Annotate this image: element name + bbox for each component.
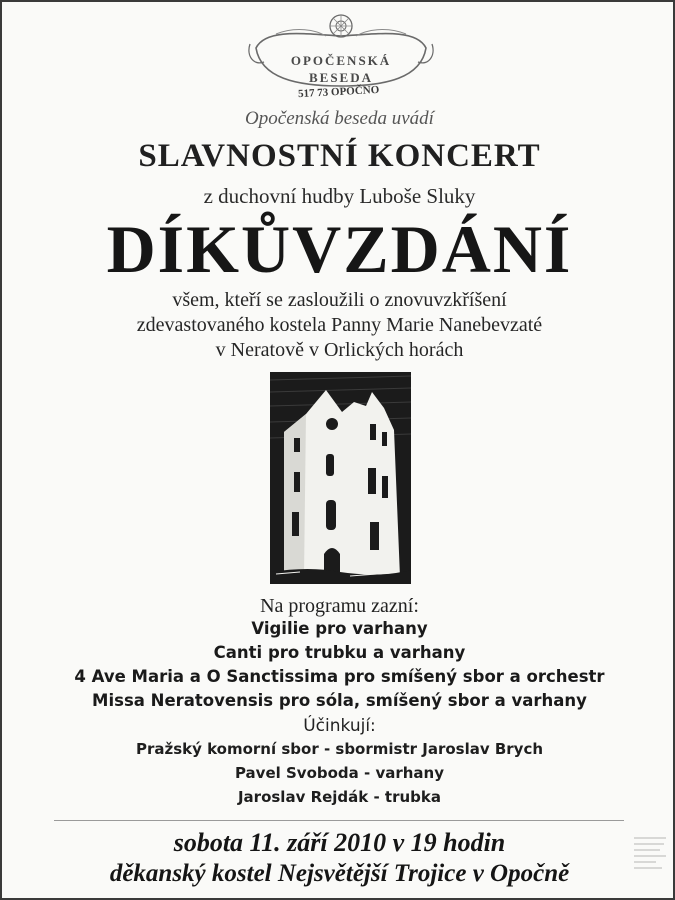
program-item: Vigilie pro varhany <box>251 619 428 638</box>
event-date: sobota 11. září 2010 v 19 hodin <box>173 828 506 857</box>
event-type-heading: SLAVNOSTNÍ KONCERT <box>138 138 541 174</box>
dedication-line: všem, kteří se zasloužili o znovuvzkříšení <box>172 289 507 311</box>
dedication-block <box>2 288 675 363</box>
dedication-line: zdevastovaného kostela Panny Marie Nanebevzaté <box>136 314 543 336</box>
program-item: 4 Ave Maria a O Sanctissima pro smíšený sbor a orchestr <box>74 667 605 686</box>
performer-item: Pražský komorní sbor - sbormistr Jaroslav Brych <box>135 740 544 758</box>
performer-item: Jaroslav Rejdák - trubka <box>237 788 442 806</box>
program-item: Canti pro trubku a varhany <box>213 643 466 662</box>
performer-item: Pavel Svoboda - varhany <box>234 764 445 782</box>
performers-label: Účinkují: <box>303 716 376 736</box>
logo-line-2: BESEDA <box>308 70 374 85</box>
program-item: Missa Neratovensis pro sóla, smíšený sbor a varhany <box>92 691 587 710</box>
printer-stamp-icon <box>624 834 670 892</box>
logo-line-1: OPOČENSKÁ <box>290 53 392 68</box>
event-subtitle: z duchovní hudby Luboše Sluky <box>203 184 476 208</box>
logo-address: 517 73 OPOČNO <box>297 83 380 101</box>
program-label: Na programu zazní: <box>260 595 419 617</box>
divider-line <box>54 820 624 821</box>
church-woodcut-image <box>270 372 411 584</box>
event-venue: děkanský kostel Nejsvětější Trojice v Opočně <box>109 860 570 887</box>
main-headline: DÍKŮVZDÁNÍ <box>106 211 573 287</box>
dedication-line: v Neratově v Orlických horách <box>215 339 464 361</box>
presenter-line: Opočenská beseda uvádí <box>245 108 434 129</box>
